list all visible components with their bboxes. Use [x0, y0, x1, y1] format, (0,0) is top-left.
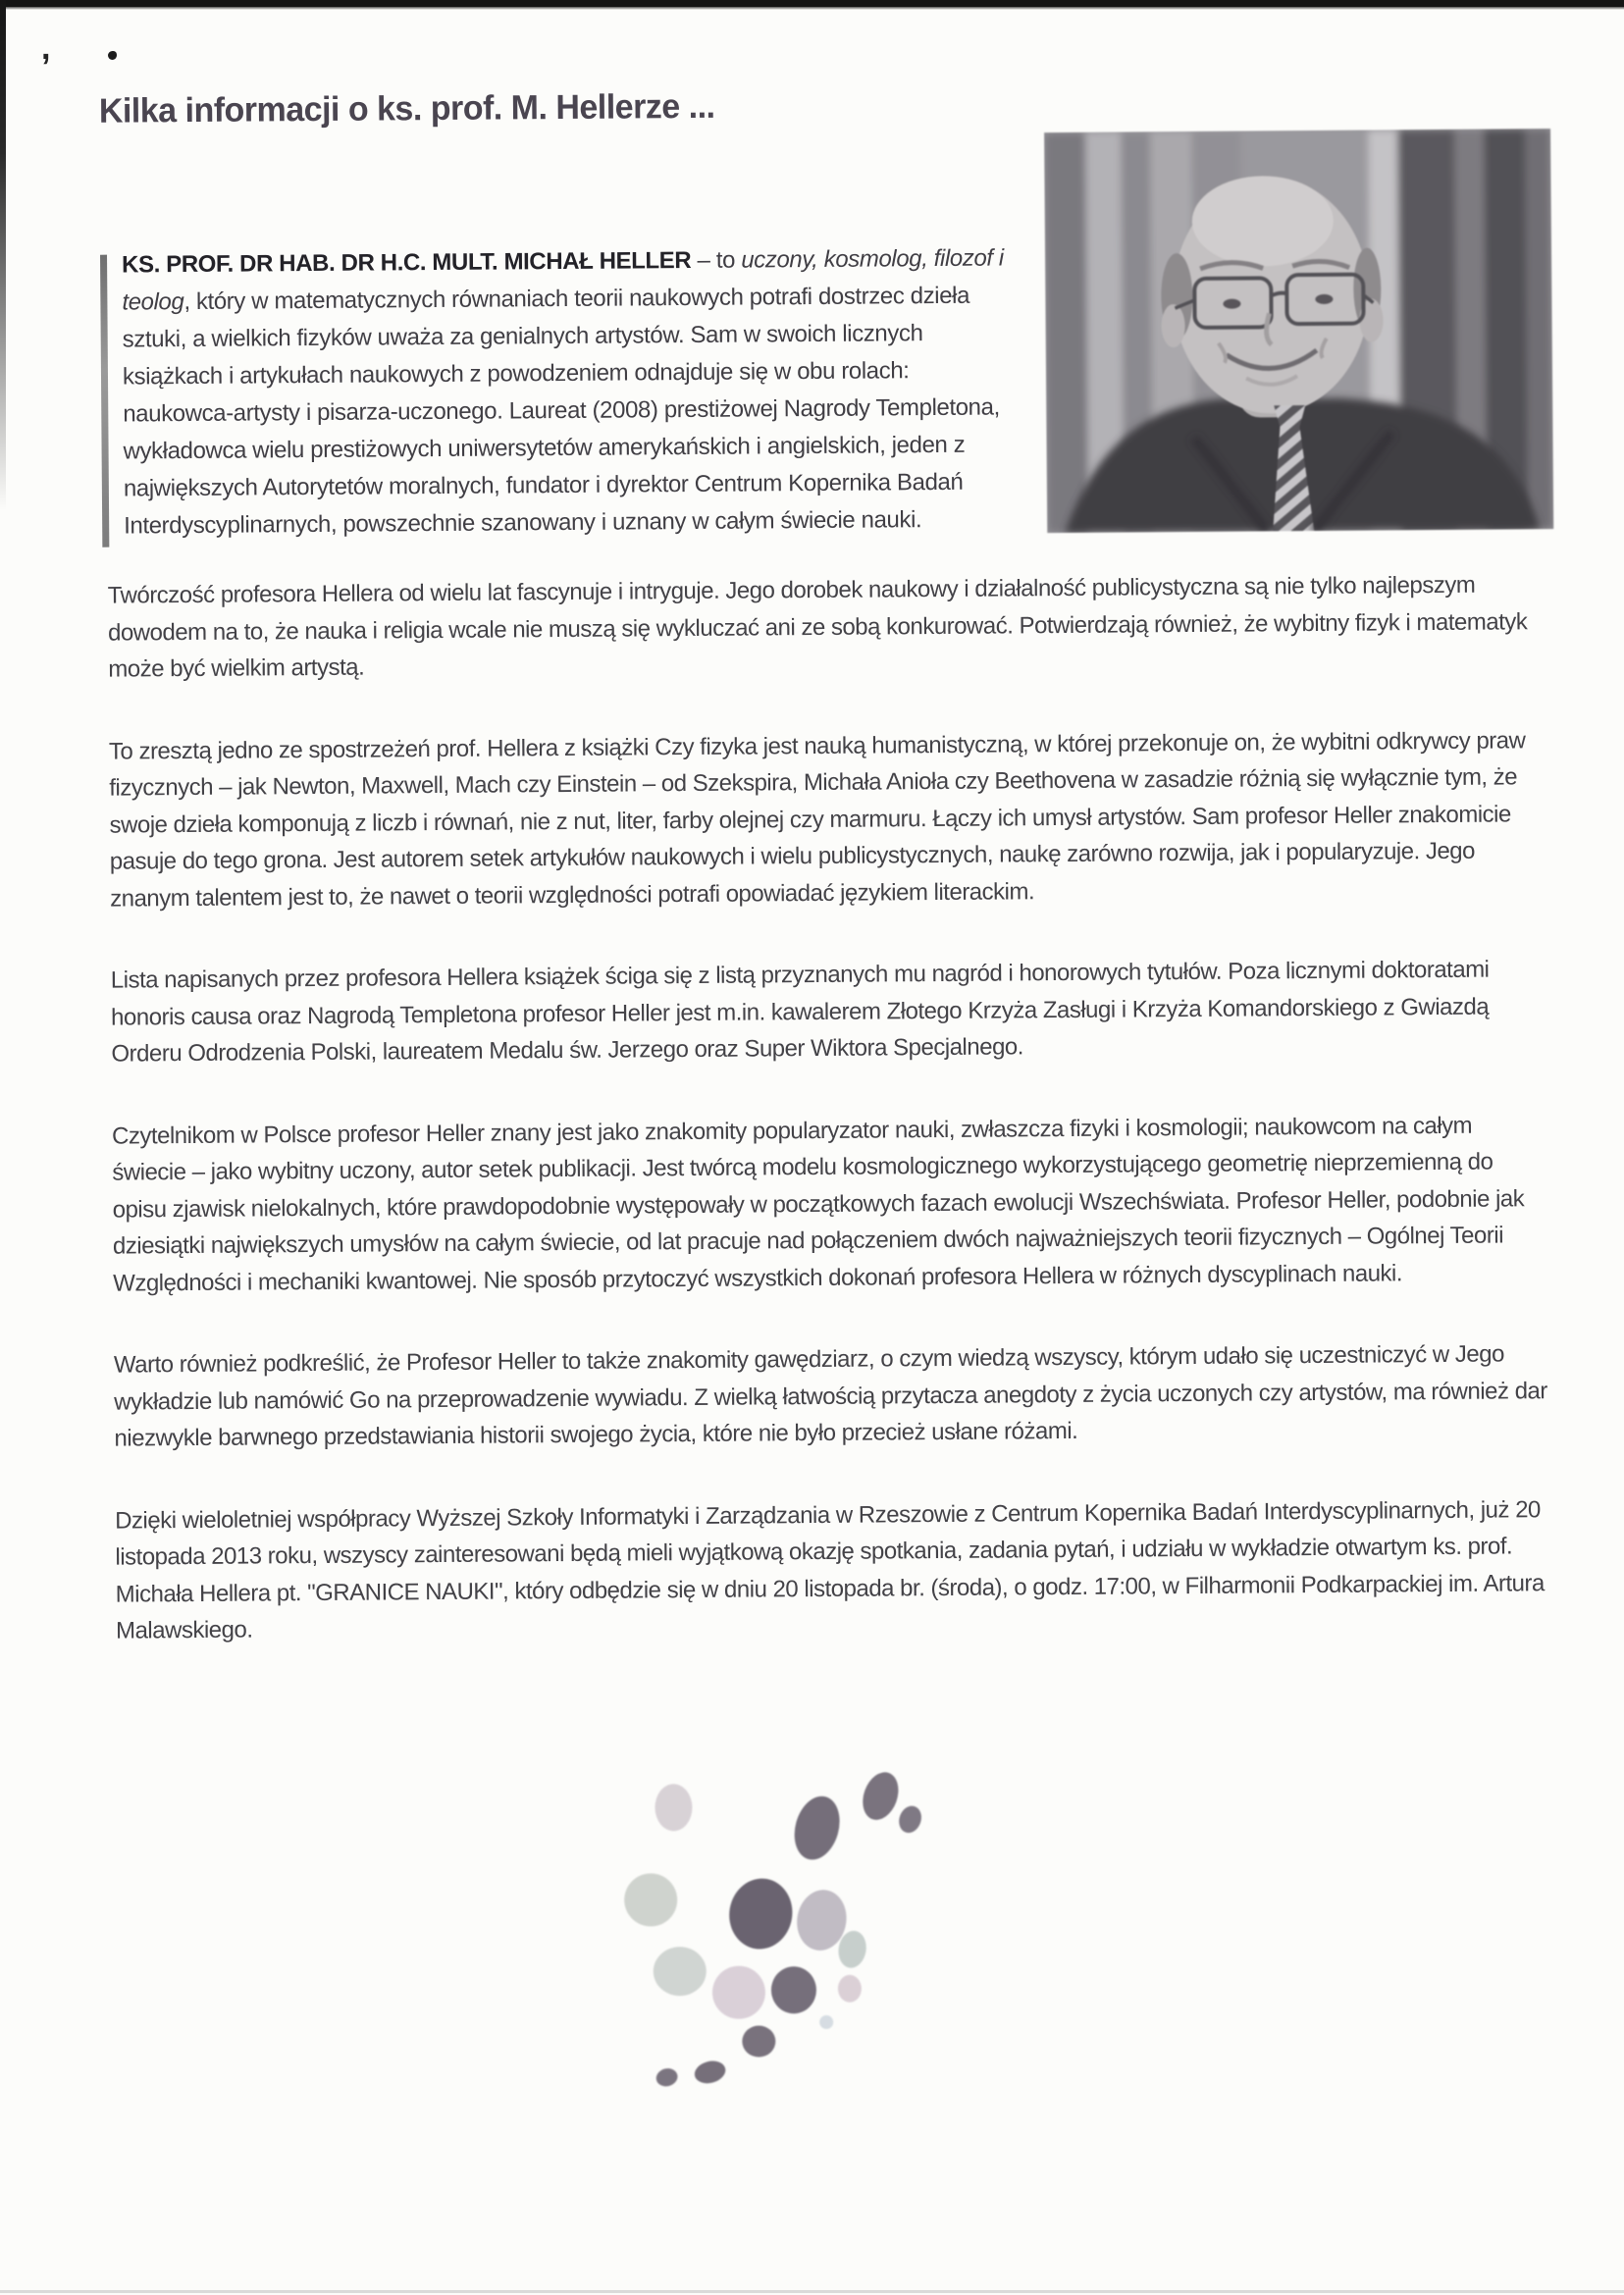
- body-paragraph-5: Warto również podkreślić, że Profesor Heller to także znakomity gawędziarz, o czym wiedzą wszyscy, którym udało się uczestniczyć w Jego wykładzie lub namówić Go na przeprowadzenie wywiadu. Z wielką łatwością przytacza anegdoty z życia uczonych czy artystów, ma również dar niezwykle barwnego przedstawiania historii swojego życia, które nie było przecież usłane różami.: [113, 1340, 1547, 1452]
- body-paragraph-4: Czytelnikom w Polsce profesor Heller znany jest jako znakomity popularyzator nauki, zwłaszcza fizyki i kosmologii; naukowcom na całym świecie – jako wybitny uczony, autor setek publikacji. Jest twórcą modelu kosmologicznego wykorzystującego geometrię nieprzemienną do opisu zjawisk nielokalnych, które prawdopodobnie występowały w początkowych fazach ewolucji Wszechświata. Profesor Heller, podobnie jak dziesiątki największych umysłów na całym świecie, od lat pracuje nad połączeniem dwóch najważniejszych teorii fizycznych – Ogólnej Teorii Względności i mechaniki kwantowej. Nie sposób przytoczyć wszystkich dokonań profesora Hellera w różnych dyscyplinach nauki.: [111, 1112, 1525, 1297]
- intro-rest: , który w matematycznych równaniach teorii naukowych potrafi dostrzec dzieła sztuki, a wielkich fizyków uważa za genialnych artystów. Sam w swoich licznych książkach i artykułach naukowych z powodzeniem odnajduje się w obu rolach: naukowca-artysty i pisarza-uczonego. Laureat (2008) prestiżowej Nagrody Templetona, wykładowca wielu prestiżowych uniwersytetów amerykańskich i angielskich, jeden z największych Autorytetów moralnych, fundator i dyrektor Centrum Kopernika Badań Interdyscyplinarnych, powszechnie szanowany i uznany w całym świecie nauki.: [122, 282, 1000, 540]
- dots-spiral-logo: [602, 1758, 959, 2103]
- dots-spiral-logo-graphic: [602, 1758, 959, 2103]
- intro-italic-descriptors: uczony, kosmolog, filozof i teolog: [122, 244, 1004, 316]
- article-body: [108, 566, 1551, 1695]
- intro-accent-bar: [100, 255, 109, 548]
- scan-speck-comma: ,: [41, 29, 51, 67]
- body-paragraph-1: Twórczość profesora Hellera od wielu lat fascynuje i intryguje. Jego dorobek naukowy i działalność publicystyczna są nie tylko najlepszym dowodem na to, że nauka i religia wcale nie muszą się wykluczać ani ze sobą konkurować. Potwierdzają również, że wybitny fizyk i matematyk może być wielkim artystą.: [107, 571, 1528, 683]
- heller-portrait-photo: [1044, 129, 1553, 533]
- intro-block: [100, 239, 1019, 545]
- page-title: Kilka informacji o ks. prof. M. Hellerze ...: [98, 86, 715, 130]
- portrait-illustration: [1044, 129, 1553, 533]
- intro-connector: – to: [691, 246, 742, 274]
- body-paragraph-6: Dzięki wieloletniej współpracy Wyższej Szkoły Informatyki i Zarządzania w Rzeszowie z Centrum Kopernika Badań Interdyscyplinarnych, już 20 listopada 2013 roku, wszyscy zainteresowani będą mieli wyjątkową okazję spotkania, zadania pytań, i udziału w wykładzie otwartym ks. prof. Michała Hellera pt. "GRANICE NAUKI", który odbędzie się w dniu 20 listopada br. (środa), o godz. 17:00, w Filharmonii Podkarpackiej im. Artura Malawskiego.: [115, 1495, 1545, 1644]
- intro-lead-bold: KS. PROF. DR HAB. DR H.C. MULT. MICHAŁ HELLER: [121, 246, 692, 279]
- body-paragraph-3: Lista napisanych przez profesora Hellera książek ściga się z listą przyznanych mu nagród i honorowych tytułów. Poza licznymi doktoratami honoris causa oraz Nagrodą Templetona profesor Heller jest m.in. kawalerem Złotego Krzyża Zasługi i Krzyża Komandorskiego z Gwiazdą Orderu Odrodzenia Polski, laureatem Medalu św. Jerzego oraz Super Wiktora Specjalnego.: [110, 956, 1490, 1068]
- body-paragraph-2: To zresztą jedno ze spostrzeżeń prof. Hellera z książki Czy fizyka jest nauką humanistyczną, w której przekonuje on, że wybitni odkrywcy praw fizycznych – jak Newton, Maxwell, Mach czy Einstein – od Szekspira, Michała Anioła czy Beethovena w zasadzie różnią się wyłącznie tym, że swoje dzieła komponują z liczb i równań, nie z nut, liter, farby olejnej czy marmuru. Łączy ich umysł artystów. Sam profesor Heller znakomicie pasuje do tego grona. Jest autorem setek artykułów naukowych i wielu publicystycznych, naukę zarówno rozwija, jak i popularyzuje. Jego znanym talentem jest to, że nawet o teorii względności potrafi opowiadać językiem literackim.: [108, 726, 1526, 913]
- intro-paragraph: [122, 239, 1019, 545]
